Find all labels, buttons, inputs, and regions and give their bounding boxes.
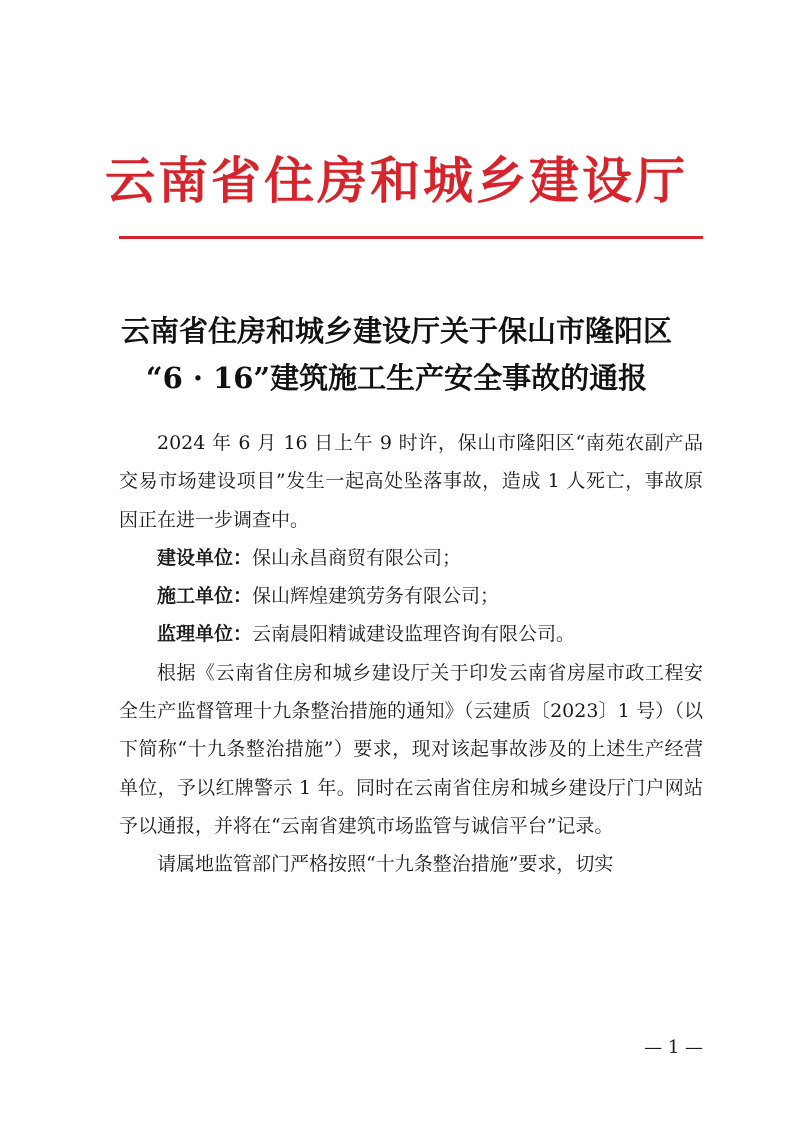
penalty-paragraph: 根据《云南省住房和城乡建设厅关于印发云南省房屋市政工程安全生产监督管理十九条整治措施的通知》（云建质〔2023〕1 号）（以下简称“十九条整治措施”）要求，现对该起事故涉及的上述生产经营单位，予以红牌警示 1 年。同时在云南省住房和城乡建设厅门户网站予以通报，并将在“云南省建筑市场监管与诚信平台”记录。 bbox=[119, 661, 703, 837]
document-title-line-2: “6 · 16”建筑施工生产安全事故的通报 bbox=[145, 361, 648, 395]
supervisor-label: 监理单位： bbox=[157, 623, 253, 646]
construction-owner-value: 保山永昌商贸有限公司； bbox=[252, 546, 462, 569]
document-title-line-1: 云南省住房和城乡建设厅关于保山市隆阳区 bbox=[120, 314, 672, 348]
red-header-rule bbox=[119, 236, 703, 239]
instruction-paragraph: 请属地监管部门严格按照“十九条整治措施”要求，切实 bbox=[157, 853, 614, 876]
construction-owner-label: 建设单位： bbox=[157, 546, 253, 569]
contractor-label: 施工单位： bbox=[157, 585, 253, 608]
supervisor-entry bbox=[119, 615, 703, 653]
accident-summary-paragraph: 2024 年 6 月 16 日上午 9 时许，保山市隆阳区“南苑农副产品交易市场建设项目”发生一起高处坠落事故，造成 1 人死亡，事故原因正在进一步调查中。 bbox=[119, 432, 703, 531]
page-number: — 1 — bbox=[644, 1037, 703, 1058]
document-body bbox=[119, 424, 703, 884]
construction-owner-entry bbox=[119, 539, 703, 577]
contractor-entry bbox=[119, 577, 703, 615]
supervisor-value: 云南晨阳精诚建设监理咨询有限公司。 bbox=[252, 623, 576, 646]
contractor-value: 保山辉煌建筑劳务有限公司； bbox=[252, 585, 500, 608]
agency-header-title: 云南省住房和城乡建设厅 bbox=[105, 152, 688, 210]
